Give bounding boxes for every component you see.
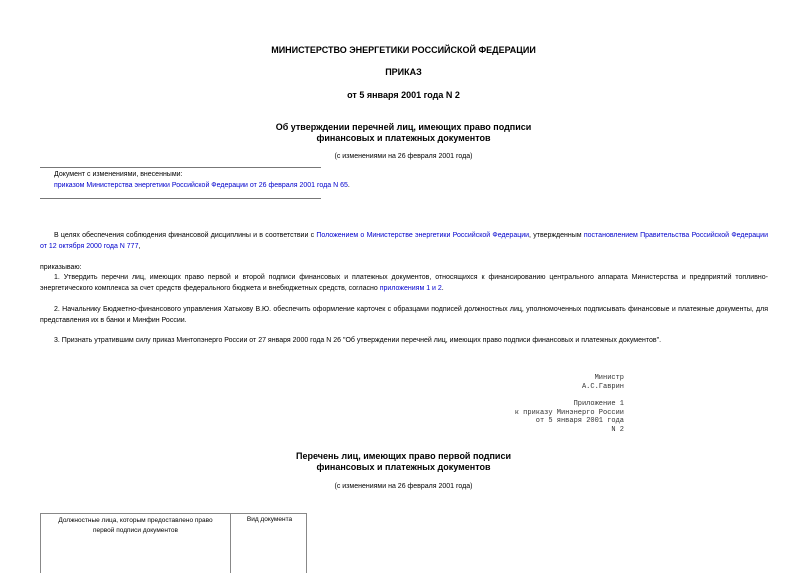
order-item-3: 3. Признать утратившим силу приказ Минтопэнерго России от 27 января 2000 года N 26 "Об утверждении перечней лиц, имеющих право подписи финансовых и платежных документов". — [54, 337, 662, 344]
intro-paragraph — [40, 230, 768, 252]
intro-text-middle: , утвержденным — [529, 232, 584, 239]
appendix-title — [0, 451, 807, 473]
appendix-title-line1: Перечень лиц, имеющих право первой подписи — [295, 451, 512, 461]
intro-text-start: В целях обеспечения соблюдения финансовой дисциплины и в соответствии с — [54, 232, 317, 239]
appendix-line-2: к приказу Минэнерго России — [514, 408, 624, 417]
changes-divider-top — [40, 167, 321, 168]
table-header-officials-line1: Должностные лица, которым предоставлено право — [58, 517, 213, 524]
document-revision-note: (с изменениями на 26 февраля 2001 года) — [334, 153, 473, 160]
changes-divider-bottom — [40, 198, 321, 199]
appendix-line-3: от 5 января 2001 года — [535, 417, 624, 425]
table-header-document-type: Вид документа — [246, 516, 293, 523]
appendix-line-1: Приложение 1 — [573, 400, 624, 408]
appendix-reference — [515, 400, 624, 434]
changes-entry — [54, 182, 350, 189]
signatories-table — [40, 513, 307, 573]
order-item-2: 2. Начальнику Бюджетно-финансового управления Хатькову В.Ю. обеспечить оформление карточек с образцами подписей должностных лиц, уполномоченных подписывать финансовые и платежные документы, для представления их в банки и Минфин России. — [40, 306, 768, 324]
appendices-link[interactable]: приложениям 1 и 2 — [379, 285, 442, 292]
appendix-line-4: N 2 — [611, 425, 624, 434]
regulation-link[interactable]: Положением о Министерстве энергетики Российской Федерации — [316, 232, 530, 239]
document-title — [0, 122, 807, 144]
table-header-officials-line2: первой подписи документов — [93, 527, 178, 534]
ministry-heading: МИНИСТЕРСТВО ЭНЕРГЕТИКИ РОССИЙСКОЙ ФЕДЕРАЦИИ — [271, 45, 536, 55]
order-verb: приказываю: — [40, 264, 82, 271]
changes-label: Документ с изменениями, внесенными: — [54, 171, 183, 178]
appendix-title-line2: финансовых и платежных документов — [316, 462, 491, 472]
document-title-line1: Об утверждении перечней лиц, имеющих право подписи — [275, 122, 532, 132]
appendix-revision-note: (с изменениями на 26 февраля 2001 года) — [334, 483, 473, 490]
government-decree-link[interactable]: постановлением Правительства Российской Федерации от 12 октября 2000 года N 777 — [40, 232, 768, 250]
order-item-1 — [40, 272, 768, 294]
order-item-1-text: 1. Утвердить перечни лиц, имеющих право первой и второй подписи финансовых и платежных документов, относящихся к финансированию центрального аппарата Министерства и предприятий топливно-энергетического комплекса за счет средств федерального бюджета и внебюджетных средств, согласно — [40, 274, 768, 292]
table-header-officials — [41, 514, 231, 573]
document-title-line2: финансовых и платежных документов — [316, 133, 491, 143]
signer-position: Министр — [594, 374, 624, 382]
document-date: от 5 января 2001 года N 2 — [347, 90, 460, 100]
signature-block — [582, 374, 624, 391]
document-type: ПРИКАЗ — [385, 67, 422, 77]
changes-trailing: . — [347, 182, 350, 189]
changes-link[interactable]: приказом Министерства энергетики Российской Федерации от 26 февраля 2001 года N 65 — [54, 182, 348, 189]
signer-name: А.С.Гаврин — [581, 382, 624, 391]
order-item-1-end: . — [441, 285, 444, 292]
intro-text-end: , — [138, 243, 141, 250]
